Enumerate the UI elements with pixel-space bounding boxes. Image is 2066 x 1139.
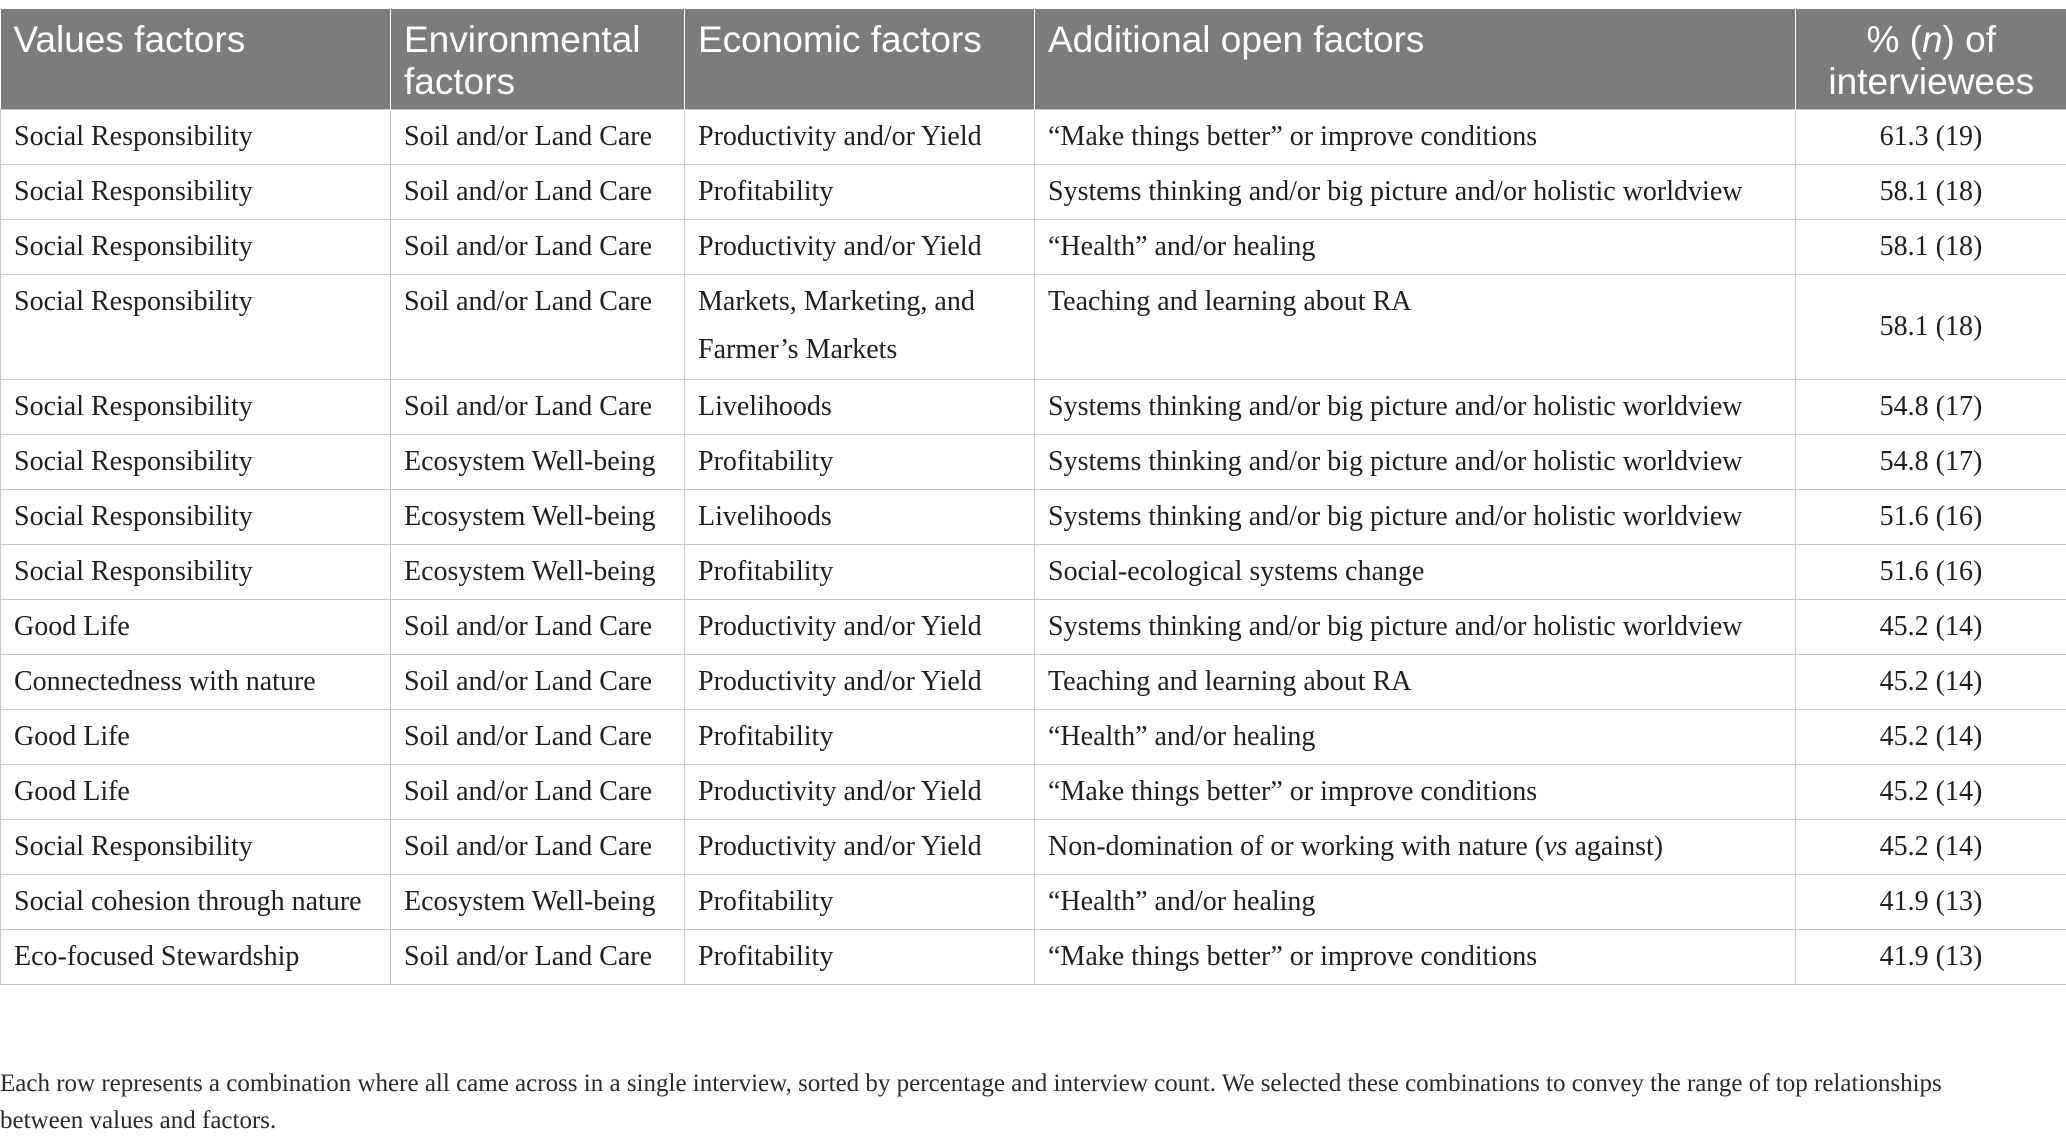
- cell-environmental: Soil and/or Land Care: [391, 655, 685, 710]
- table-row: [1, 165, 2066, 220]
- cell-percent: 45.2 (14): [1796, 710, 2066, 765]
- cell-values: Good Life: [1, 600, 391, 655]
- cell-economic: Productivity and/or Yield: [685, 110, 1035, 165]
- cell-values: Social Responsibility: [1, 275, 391, 380]
- table-row: [1, 710, 2066, 765]
- cell-additional: Systems thinking and/or big picture and/or holistic worldview: [1035, 490, 1796, 545]
- cell-values: Social Responsibility: [1, 490, 391, 545]
- cell-economic: Livelihoods: [685, 380, 1035, 435]
- table-row: [1, 875, 2066, 930]
- cell-percent: 45.2 (14): [1796, 655, 2066, 710]
- table-row: [1, 275, 2066, 380]
- cell-percent: 45.2 (14): [1796, 765, 2066, 820]
- cell-additional: Teaching and learning about RA: [1035, 655, 1796, 710]
- cell-percent: 58.1 (18): [1796, 165, 2066, 220]
- cell-values: Social Responsibility: [1, 110, 391, 165]
- table-row: [1, 490, 2066, 545]
- cell-additional: “Make things better” or improve conditions: [1035, 930, 1796, 985]
- cell-environmental: Ecosystem Well-being: [391, 545, 685, 600]
- header-values: Values factors: [1, 9, 391, 110]
- cell-environmental: Soil and/or Land Care: [391, 110, 685, 165]
- cell-environmental: Soil and/or Land Care: [391, 765, 685, 820]
- cell-environmental: Ecosystem Well-being: [391, 490, 685, 545]
- header-row: [1, 9, 2066, 110]
- cell-percent: 51.6 (16): [1796, 545, 2066, 600]
- cell-economic: Productivity and/or Yield: [685, 600, 1035, 655]
- cell-environmental: Soil and/or Land Care: [391, 930, 685, 985]
- cell-values: Social Responsibility: [1, 820, 391, 875]
- cell-additional-prefix: Non-domination of or working with nature (: [1048, 831, 1544, 862]
- cell-percent: 58.1 (18): [1796, 220, 2066, 275]
- cell-percent: 45.2 (14): [1796, 820, 2066, 875]
- cell-values: Connectedness with nature: [1, 655, 391, 710]
- cell-additional: Teaching and learning about RA: [1035, 275, 1796, 380]
- header-percent-prefix: % (: [1866, 19, 1922, 60]
- table-container: [0, 9, 2066, 985]
- cell-additional: Systems thinking and/or big picture and/or holistic worldview: [1035, 600, 1796, 655]
- table-row: [1, 545, 2066, 600]
- cell-values: Social Responsibility: [1, 380, 391, 435]
- cell-additional: “Health” and/or healing: [1035, 220, 1796, 275]
- cell-economic: Productivity and/or Yield: [685, 820, 1035, 875]
- cell-percent: 41.9 (13): [1796, 875, 2066, 930]
- table-row: [1, 380, 2066, 435]
- cell-additional: “Health” and/or healing: [1035, 710, 1796, 765]
- cell-economic: Profitability: [685, 930, 1035, 985]
- cell-percent: 54.8 (17): [1796, 380, 2066, 435]
- cell-environmental: Soil and/or Land Care: [391, 600, 685, 655]
- cell-additional: Systems thinking and/or big picture and/or holistic worldview: [1035, 380, 1796, 435]
- table-row: [1, 110, 2066, 165]
- cell-values: Eco-focused Stewardship: [1, 930, 391, 985]
- cell-percent: 54.8 (17): [1796, 435, 2066, 490]
- cell-economic: Productivity and/or Yield: [685, 655, 1035, 710]
- table-row: [1, 765, 2066, 820]
- header-environmental: Environmental factors: [391, 9, 685, 110]
- cell-values: Social Responsibility: [1, 165, 391, 220]
- cell-percent: 45.2 (14): [1796, 600, 2066, 655]
- header-percent: [1796, 9, 2066, 110]
- cell-additional: “Health” and/or healing: [1035, 875, 1796, 930]
- cell-additional: Systems thinking and/or big picture and/or holistic worldview: [1035, 435, 1796, 490]
- cell-values: Social cohesion through nature: [1, 875, 391, 930]
- cell-environmental: Soil and/or Land Care: [391, 820, 685, 875]
- cell-economic: Livelihoods: [685, 490, 1035, 545]
- cell-environmental: Soil and/or Land Care: [391, 380, 685, 435]
- cell-additional-italic: vs: [1544, 831, 1567, 862]
- table-footnote: Each row represents a combination where all came across in a single interview, sorted by percentage and interview count. We selected these combinations to convey the range of top relationships between values and factors.: [0, 1065, 2000, 1139]
- cell-additional: “Make things better” or improve conditions: [1035, 110, 1796, 165]
- cell-environmental: Soil and/or Land Care: [391, 165, 685, 220]
- cell-additional: Systems thinking and/or big picture and/or holistic worldview: [1035, 165, 1796, 220]
- header-additional: Additional open factors: [1035, 9, 1796, 110]
- cell-environmental: Ecosystem Well-being: [391, 435, 685, 490]
- table-row: [1, 930, 2066, 985]
- cell-environmental: Soil and/or Land Care: [391, 275, 685, 380]
- cell-percent: 58.1 (18): [1796, 275, 2066, 380]
- cell-additional: “Make things better” or improve conditions: [1035, 765, 1796, 820]
- cell-economic: Productivity and/or Yield: [685, 765, 1035, 820]
- cell-economic: Profitability: [685, 165, 1035, 220]
- table-row: [1, 435, 2066, 490]
- cell-values: Social Responsibility: [1, 435, 391, 490]
- cell-economic: Profitability: [685, 435, 1035, 490]
- cell-values: Good Life: [1, 710, 391, 765]
- table-row: [1, 820, 2066, 875]
- cell-economic: Profitability: [685, 545, 1035, 600]
- cell-percent: 51.6 (16): [1796, 490, 2066, 545]
- header-economic: Economic factors: [685, 9, 1035, 110]
- cell-environmental: Soil and/or Land Care: [391, 710, 685, 765]
- cell-values: Social Responsibility: [1, 220, 391, 275]
- cell-economic: Markets, Marketing, and Farmer’s Markets: [685, 275, 1035, 380]
- cell-economic: Profitability: [685, 875, 1035, 930]
- cell-percent: 41.9 (13): [1796, 930, 2066, 985]
- table-row: [1, 220, 2066, 275]
- cell-economic: Productivity and/or Yield: [685, 220, 1035, 275]
- cell-additional: [1035, 820, 1796, 875]
- header-percent-suffix: ) of interviewees: [1828, 19, 2034, 102]
- cell-percent: 61.3 (19): [1796, 110, 2066, 165]
- cell-environmental: Ecosystem Well-being: [391, 875, 685, 930]
- cell-additional: Social-ecological systems change: [1035, 545, 1796, 600]
- cell-values: Good Life: [1, 765, 391, 820]
- header-percent-n: n: [1922, 19, 1943, 60]
- table-row: [1, 600, 2066, 655]
- cell-environmental: Soil and/or Land Care: [391, 220, 685, 275]
- cell-values: Social Responsibility: [1, 545, 391, 600]
- cell-additional-suffix: against): [1567, 831, 1663, 862]
- cell-economic: Profitability: [685, 710, 1035, 765]
- table-row: [1, 655, 2066, 710]
- combinations-table: [0, 9, 2066, 985]
